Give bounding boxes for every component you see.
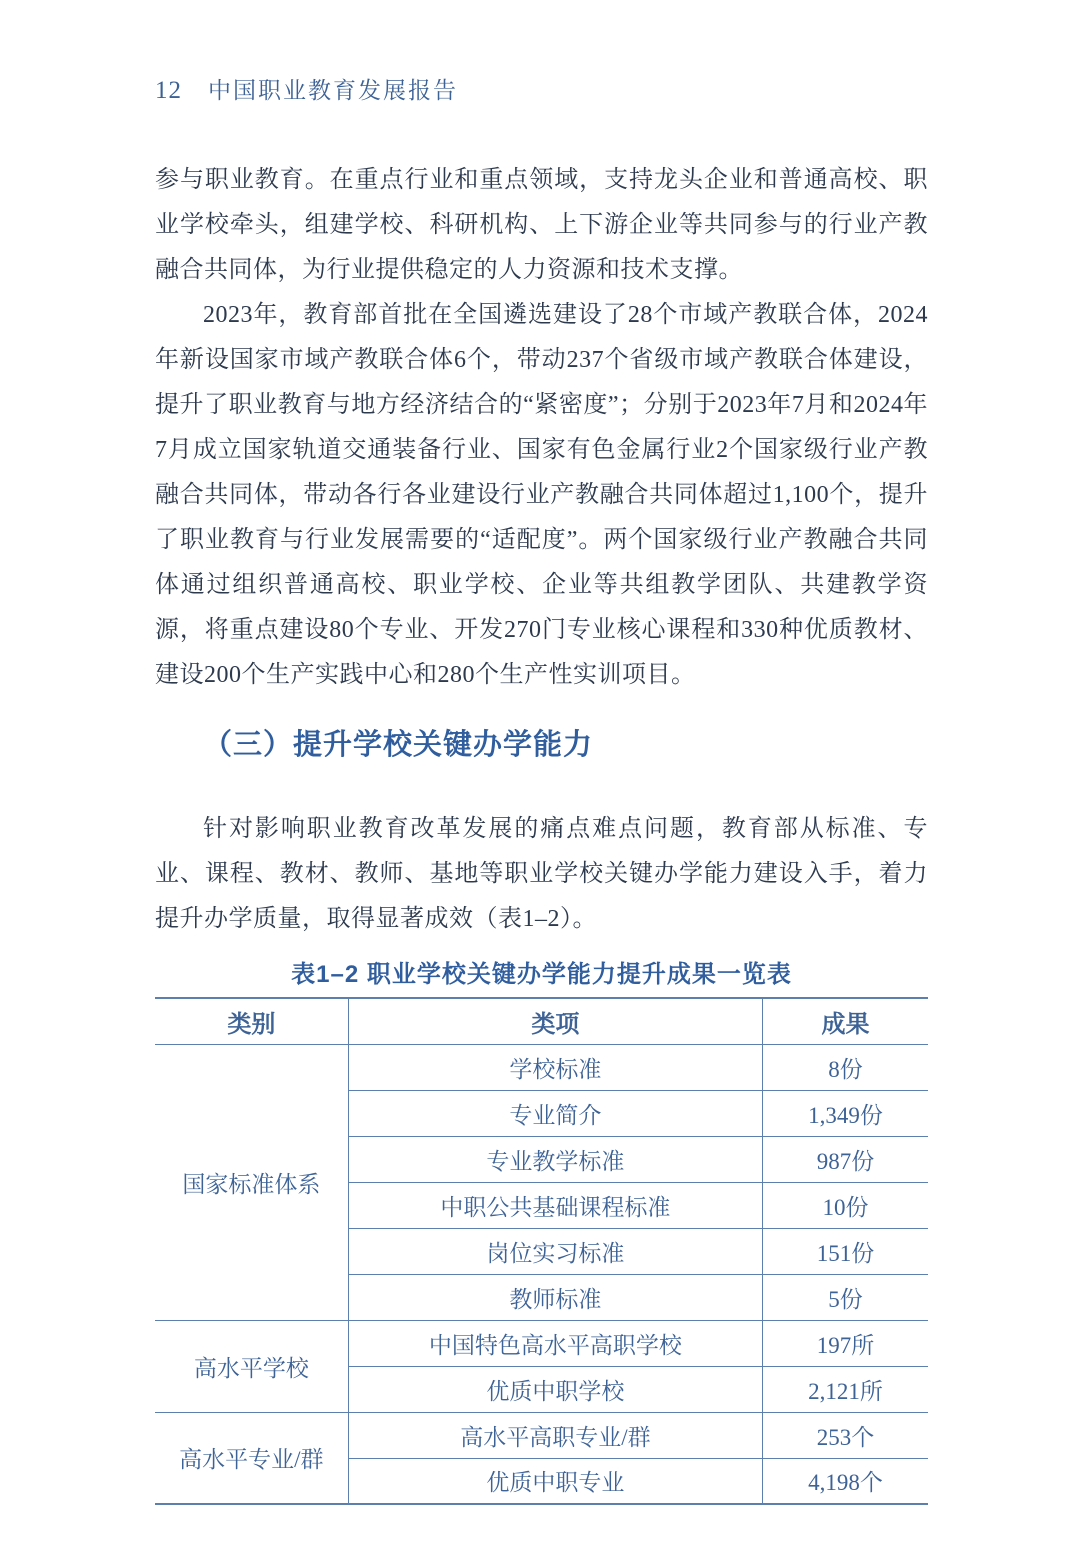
item-cell: 教师标准 — [348, 1274, 762, 1320]
page-number: 12 — [155, 77, 182, 104]
result-cell: 151份 — [763, 1228, 928, 1274]
category-cell: 国家标准体系 — [155, 1044, 348, 1320]
section-heading: （三）提升学校关键办学能力 — [203, 729, 594, 761]
item-cell: 优质中职专业 — [348, 1458, 762, 1504]
header-category: 类别 — [155, 998, 348, 1044]
result-cell: 2,121所 — [763, 1366, 928, 1412]
item-cell: 中国特色高水平高职学校 — [348, 1320, 762, 1366]
item-cell: 岗位实习标准 — [348, 1228, 762, 1274]
item-cell: 中职公共基础课程标准 — [348, 1182, 762, 1228]
result-cell: 197所 — [763, 1320, 928, 1366]
category-cell: 高水平专业/群 — [155, 1412, 348, 1504]
item-cell: 优质中职学校 — [348, 1366, 762, 1412]
results-table — [155, 997, 928, 1505]
table-row — [155, 1044, 928, 1090]
item-cell: 专业简介 — [348, 1090, 762, 1136]
category-cell: 高水平学校 — [155, 1320, 348, 1412]
header-result: 成果 — [763, 998, 928, 1044]
section-paragraph: 针对影响职业教育改革发展的痛点难点问题，教育部从标准、专业、课程、教材、教师、基地等职业学校关键办学能力建设入手，着力提升办学质量，取得显著成效（表1–2）。 — [155, 816, 928, 932]
item-cell: 高水平高职专业/群 — [348, 1412, 762, 1458]
header-item: 类项 — [348, 998, 762, 1044]
body-paragraph-1: 参与职业教育。在重点行业和重点领域，支持龙头企业和普通高校、职业学校牵头，组建学校、科研机构、上下游企业等共同参与的行业产教融合共同体，为行业提供稳定的人力资源和技术支撑。 — [155, 167, 928, 283]
result-cell: 10份 — [763, 1182, 928, 1228]
result-cell: 8份 — [763, 1044, 928, 1090]
result-cell: 987份 — [763, 1136, 928, 1182]
item-cell: 学校标准 — [348, 1044, 762, 1090]
table-header-row — [155, 998, 928, 1044]
result-cell: 5份 — [763, 1274, 928, 1320]
table-row — [155, 1320, 928, 1366]
result-cell: 4,198个 — [763, 1458, 928, 1504]
body-paragraph-2: 2023年，教育部首批在全国遴选建设了28个市域产教联合体，2024年新设国家市域产教联合体6个，带动237个省级市域产教联合体建设，提升了职业教育与地方经济结合的“紧密度”；分别于2023年7月和2024年7月成立国家轨道交通装备行业、国家有色金属行业2个国家级行业产教融合共同体，带动各行各业建设行业产教融合共同体超过1,100个，提升了职业教育与行业发展需要的“适配度”。两个国家级行业产教融合共同体通过组织普通高校、职业学校、企业等共组教学团队、共建教学资源，将重点建设80个专业、开发270门专业核心课程和330种优质教材、建设200个生产实践中心和280个生产性实训项目。 — [155, 302, 928, 688]
result-cell: 253个 — [763, 1412, 928, 1458]
table-title: 表1–2 职业学校关键办学能力提升成果一览表 — [291, 961, 792, 988]
running-title: 中国职业教育发展报告 — [208, 78, 458, 103]
item-cell: 专业教学标准 — [348, 1136, 762, 1182]
table-body — [155, 1044, 928, 1504]
running-header — [155, 72, 928, 104]
result-cell: 1,349份 — [763, 1090, 928, 1136]
table-row — [155, 1412, 928, 1458]
